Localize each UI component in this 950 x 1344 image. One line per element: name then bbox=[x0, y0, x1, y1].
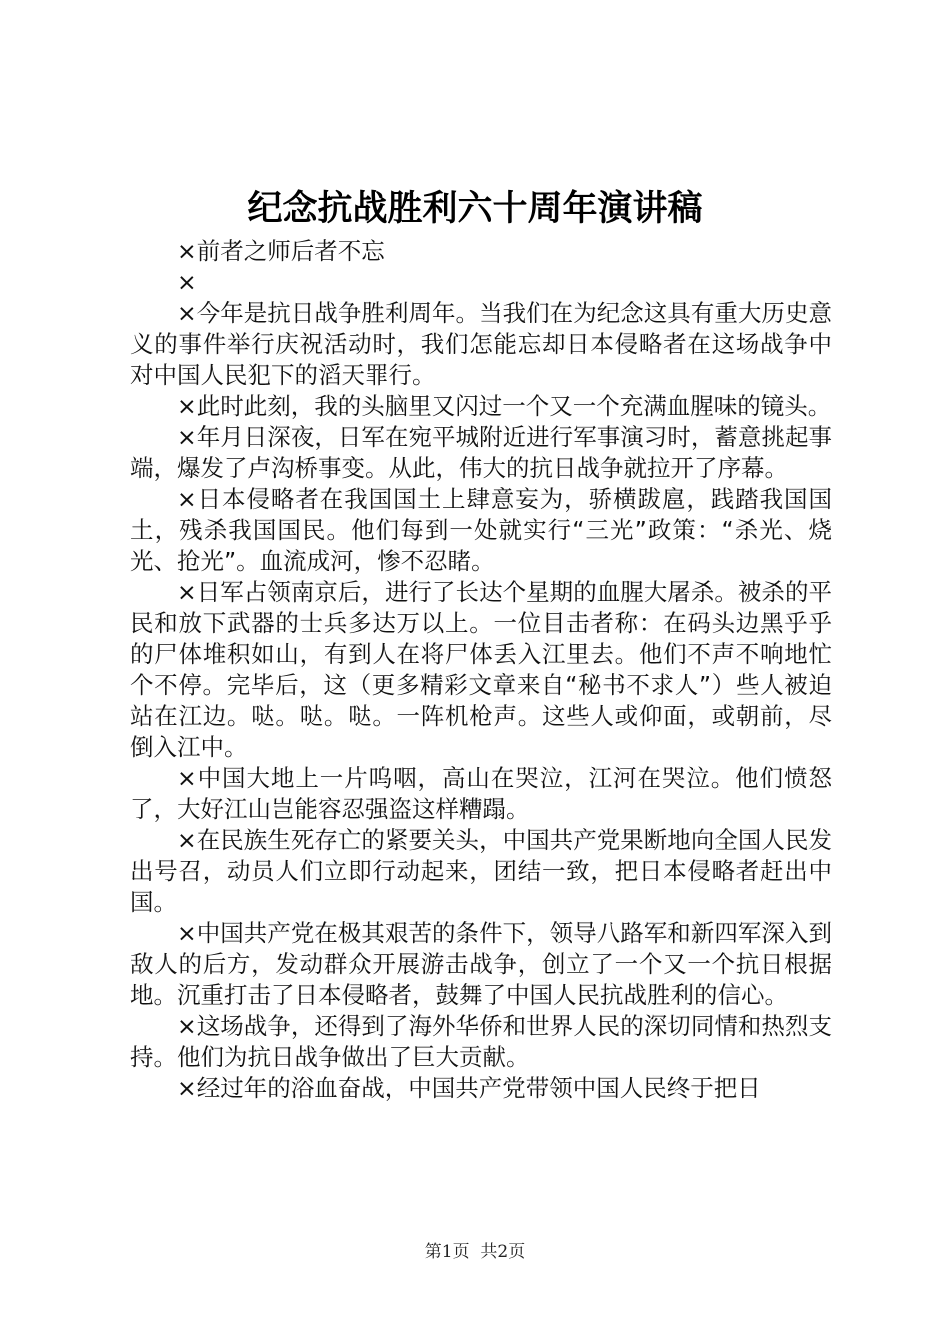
paragraph: ×此时此刻，我的头脑里又闪过一个又一个充满血腥味的镜头。 bbox=[177, 392, 832, 420]
paragraph: ×在民族生死存亡的紧要关头，中国共产党果断地向全国人民发出号召，动员人们立即行动起来，团结一致，把日本侵略者赶出中国。 bbox=[130, 826, 832, 916]
paragraph: ×前者之师后者不忘 bbox=[177, 237, 385, 265]
document-body bbox=[130, 236, 832, 1104]
paragraph: × bbox=[177, 268, 197, 296]
paragraph: ×这场战争，还得到了海外华侨和世界人民的深切同情和热烈支持。他们为抗日战争做出了巨大贡献。 bbox=[130, 1012, 832, 1071]
page-number: 第1页 bbox=[424, 1242, 470, 1262]
page-footer bbox=[0, 1240, 950, 1264]
paragraph: ×经过年的浴血奋战，中国共产党带领中国人民终于把日 bbox=[177, 1074, 761, 1102]
paragraph: ×日军占领南京后，进行了长达个星期的血腥大屠杀。被杀的平民和放下武器的士兵多达万以上。一位目击者称：在码头边黑乎乎的尸体堆积如山，有到人在将尸体丢入江里去。他们不声不响地忙个不停。完毕后，这（更多精彩文章来自“秘书不求人”）些人被迫站在江边。哒。哒。哒。一阵机枪声。这些人或仰面，或朝前，尽倒入江中。 bbox=[130, 578, 832, 761]
paragraph: ×中国大地上一片呜咽，高山在哭泣，江河在哭泣。他们愤怒了，大好江山岂能容忍强盗这样糟蹋。 bbox=[130, 764, 832, 823]
page-total: 共2页 bbox=[480, 1242, 526, 1262]
paragraph: ×日本侵略者在我国国土上肆意妄为，骄横跋扈，践踏我国国土，残杀我国国民。他们每到一处就实行“三光”政策：“杀光、烧光、抢光”。血流成河，惨不忍睹。 bbox=[130, 485, 832, 575]
document-title: 纪念抗战胜利六十周年演讲稿 bbox=[247, 188, 703, 229]
paragraph: ×今年是抗日战争胜利周年。当我们在为纪念这具有重大历史意义的事件举行庆祝活动时，我们怎能忘却日本侵略者在这场战争中对中国人民犯下的滔天罪行。 bbox=[130, 299, 832, 389]
paragraph: ×中国共产党在极其艰苦的条件下，领导八路军和新四军深入到敌人的后方，发动群众开展游击战争，创立了一个又一个抗日根据地。沉重打击了日本侵略者，鼓舞了中国人民抗战胜利的信心。 bbox=[130, 919, 832, 1009]
paragraph: ×年月日深夜，日军在宛平城附近进行军事演习时，蓄意挑起事端，爆发了卢沟桥事变。从此，伟大的抗日战争就拉开了序幕。 bbox=[130, 423, 832, 482]
